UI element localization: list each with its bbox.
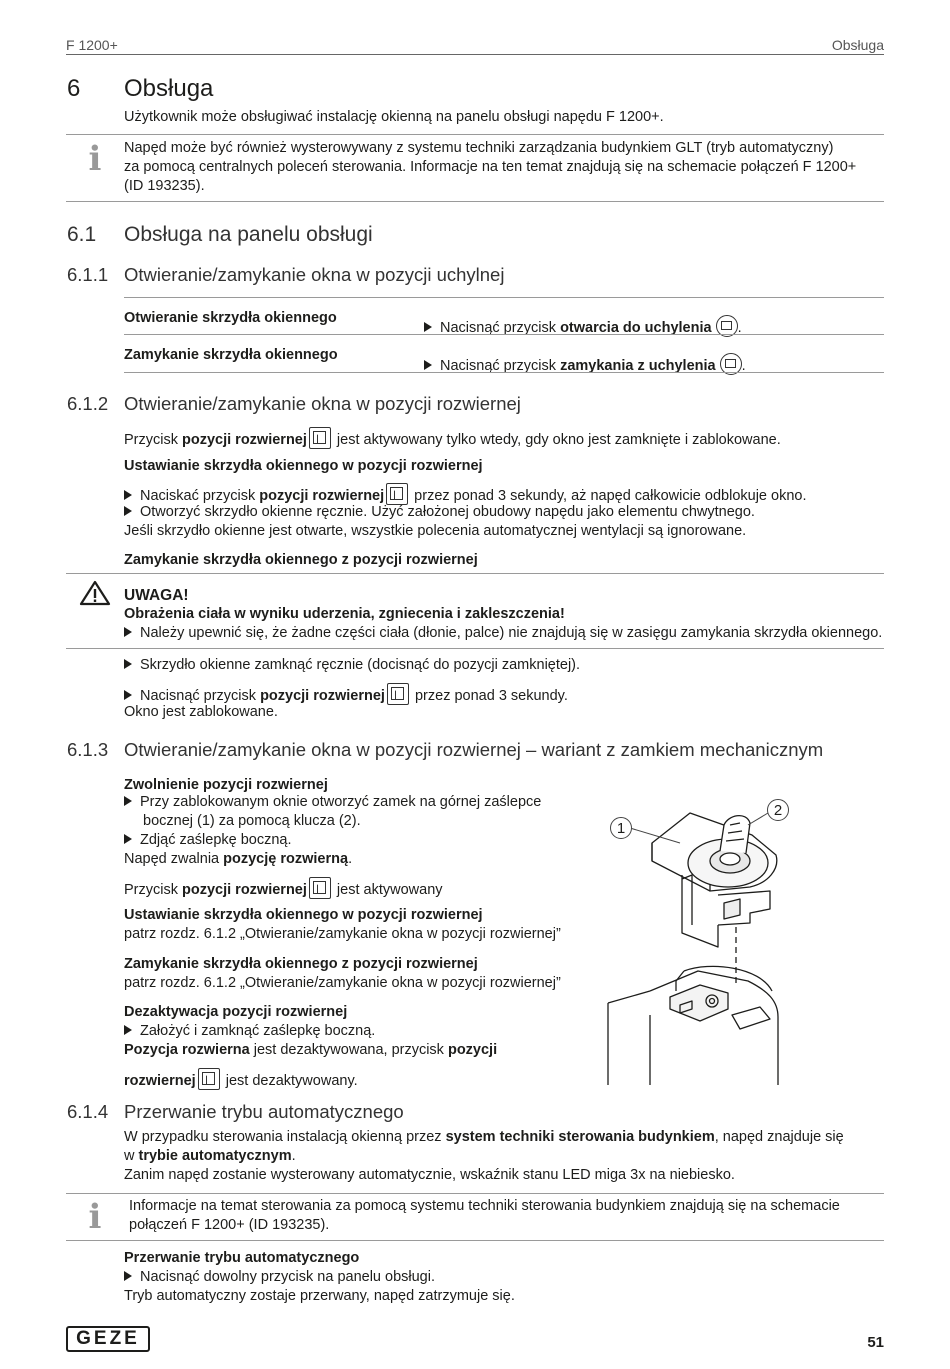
section-6-intro: Użytkownik może obsługiwać instalację okienną na panelu obsługi napędu F 1200+.: [124, 109, 664, 125]
bullet-arrow-icon: [124, 490, 132, 500]
bullet-arrow-icon: [124, 1025, 132, 1035]
bullet-arrow-icon: [124, 796, 132, 806]
page-number: 51: [867, 1334, 884, 1351]
tilt-close-label: Zamykanie skrzydła okiennego: [124, 347, 338, 363]
text: .: [291, 1148, 296, 1164]
text-bold: system techniki sterowania budynkiem: [445, 1129, 715, 1145]
table-rule: [124, 334, 884, 335]
s612-p2: Jeśli skrzydło okienne jest otwarte, wszystkie polecenia automatycznej wentylacji są ignorowane.: [124, 523, 747, 539]
swing-button-icon: [309, 427, 331, 449]
s614-p3: Zanim napęd zostanie wysterowany automatycznie, wskaźnik stanu LED miga 3x na niebiesko.: [124, 1167, 735, 1183]
text-bold: Pozycja rozwierna: [124, 1042, 250, 1058]
header-chapter: Obsługa: [831, 37, 884, 53]
s612-b3: [124, 656, 884, 675]
s612-h-set: Ustawianie skrzydła okiennego w pozycji rozwiernej: [124, 458, 483, 474]
info-icon: i: [88, 139, 102, 179]
s614-b1: [124, 1268, 884, 1287]
s612-h-close: Zamykanie skrzydła okiennego z pozycji rozwiernej: [124, 552, 478, 568]
s613-h-set: Ustawianie skrzydła okiennego w pozycji rozwiernej: [124, 907, 483, 923]
s613-h-release: Zwolnienie pozycji rozwiernej: [124, 777, 328, 793]
text: Przy zablokowanym oknie otworzyć zamek na górnej zaślepce: [140, 794, 542, 810]
s614-p1: [124, 1128, 884, 1147]
s614-info: [129, 1197, 884, 1235]
header-rule: [66, 54, 884, 55]
text: W przypadku sterowania instalacją okienną przez: [124, 1129, 446, 1145]
text: jest dezaktywowany.: [221, 1073, 358, 1089]
text: Nacisnąć przycisk: [440, 320, 561, 336]
text-bold: pozycji rozwiernej: [182, 432, 307, 448]
section-6-1-title: Obsługa na panelu obsługi: [124, 223, 373, 246]
text-bold: rozwiernej: [124, 1073, 196, 1089]
table-rule: [124, 297, 884, 298]
section-6-1-number: 6.1: [67, 223, 97, 246]
lock-cap-illustration: [600, 795, 800, 1087]
tilt-open-label: Otwieranie skrzydła okiennego: [124, 310, 337, 326]
text: przez ponad 3 sekundy, aż napęd całkowicie odblokuje okno.: [410, 488, 807, 504]
s613-b1b: bocznej (1) za pomocą klucza (2).: [143, 813, 361, 829]
text-bold: zamykania z uchylenia: [560, 358, 716, 374]
section-6-1-1-title: Otwieranie/zamykanie okna w pozycji uchylnej: [124, 264, 505, 285]
section-6-number: 6: [67, 75, 81, 102]
text: przez ponad 3 sekundy.: [410, 688, 568, 704]
s614-h-int: Przerwanie trybu automatycznego: [124, 1250, 360, 1266]
section-6-title: Obsługa: [124, 75, 214, 102]
bullet-arrow-icon: [124, 690, 132, 700]
section-6-1-4-number: 6.1.4: [67, 1101, 109, 1122]
s612-p1: [124, 427, 884, 450]
divider: [66, 573, 884, 574]
geze-logo: GEZE: [66, 1326, 150, 1352]
swing-button-icon: [386, 483, 408, 505]
section-6-1-2-number: 6.1.2: [67, 393, 109, 414]
text: Otworzyć skrzydło okienne ręcznie. Użyć założonej obudowy napędu jako elementu chwytnego.: [140, 504, 755, 520]
divider: [66, 201, 884, 202]
s613-ref2: patrz rozdz. 6.1.2 „Otwieranie/zamykanie okna w pozycji rozwiernej”: [124, 975, 561, 991]
text: w: [124, 1148, 139, 1164]
info-line: (ID 193235).: [124, 178, 205, 194]
text-bold: pozycji rozwiernej: [259, 488, 385, 504]
divider: [66, 1240, 884, 1241]
text-bold: pozycji rozwiernej: [260, 688, 385, 704]
divider: [66, 1193, 884, 1194]
figure-label-2: 2: [767, 799, 789, 821]
header-product: F 1200+: [66, 37, 118, 53]
text: .: [348, 851, 353, 867]
s613-h-close: Zamykanie skrzydła okiennego z pozycji rozwiernej: [124, 956, 478, 972]
info-line: Napęd może być również wysterowywany z systemu techniki zarządzania budynkiem GLT (tryb automatyczny): [124, 140, 834, 156]
text: Przycisk: [124, 882, 182, 898]
text-bold: pozycji rozwiernej: [182, 882, 307, 898]
bullet-arrow-icon: [124, 506, 132, 516]
text: Naciskać przycisk: [140, 488, 260, 504]
text-bold: trybie automatycznym: [138, 1148, 292, 1164]
bullet-arrow-icon: [424, 360, 432, 370]
bullet-arrow-icon: [124, 1271, 132, 1281]
text-bold: pozycję rozwierną: [223, 851, 349, 867]
section-6-info: [124, 139, 884, 196]
swing-button-icon: [387, 683, 409, 705]
info-icon: i: [88, 1197, 102, 1237]
text: Zdjąć zaślepkę boczną.: [140, 832, 292, 848]
text: Skrzydło okienne zamknąć ręcznie (docisnąć do pozycji zamkniętej).: [140, 657, 581, 673]
s614-p2: [124, 1147, 884, 1166]
text-bold: otwarcia do uchylenia: [560, 320, 712, 336]
s612-b2: [124, 503, 884, 522]
text: Przycisk: [124, 432, 182, 448]
bullet-arrow-icon: [124, 659, 132, 669]
warning-icon: [79, 580, 111, 606]
text: Należy upewnić się, że żadne części ciała (dłonie, palce) nie znajdują się w zasięgu zamykania skrzydła okiennego.: [140, 625, 883, 641]
text: Napęd zwalnia: [124, 851, 224, 867]
text: jest aktywowany: [332, 882, 443, 898]
info-line: Informacje na temat sterowania za pomocą systemu techniki sterowania budynkiem znajdują się na schemacie: [129, 1198, 840, 1214]
text-bold: pozycji: [447, 1042, 498, 1058]
section-6-1-3-title: Otwieranie/zamykanie okna w pozycji rozwiernej – wariant z zamkiem mechanicznym: [124, 739, 824, 760]
section-6-1-2-title: Otwieranie/zamykanie okna w pozycji rozwiernej: [124, 393, 521, 414]
swing-button-icon: [309, 877, 331, 899]
figure-label-1: 1: [610, 817, 632, 839]
text: jest aktywowany tylko wtedy, gdy okno jest zamknięte i zablokowane.: [332, 432, 781, 448]
warning-subtitle: Obrażenia ciała w wyniku uderzenia, zgniecenia i zakleszczenia!: [124, 606, 565, 622]
text: .: [737, 320, 742, 336]
text: .: [741, 358, 746, 374]
bullet-arrow-icon: [124, 627, 132, 637]
text: Nacisnąć przycisk: [140, 688, 261, 704]
info-line: za pomocą centralnych poleceń sterowania. Informacje na ten temat znajdują się na schemacie połączeń F 1200+: [124, 159, 857, 175]
bullet-arrow-icon: [424, 322, 432, 332]
warning-item: [124, 624, 930, 643]
s613-ref1: patrz rozdz. 6.1.2 „Otwieranie/zamykanie okna w pozycji rozwiernej”: [124, 926, 561, 942]
section-6-1-4-title: Przerwanie trybu automatycznego: [124, 1101, 404, 1122]
info-line: połączeń F 1200+ (ID 193235).: [129, 1217, 330, 1233]
text: , napęd znajduje się: [714, 1129, 844, 1145]
text: jest dezaktywowana, przycisk: [249, 1042, 448, 1058]
table-rule: [124, 372, 884, 373]
swing-button-icon: [198, 1068, 220, 1090]
text: Założyć i zamknąć zaślepkę boczną.: [140, 1023, 376, 1039]
s612-p3: Okno jest zablokowane.: [124, 704, 278, 720]
divider: [66, 648, 884, 649]
divider: [66, 134, 884, 135]
s613-h-deact: Dezaktywacja pozycji rozwiernej: [124, 1004, 348, 1020]
bullet-arrow-icon: [124, 834, 132, 844]
warning-title: UWAGA!: [124, 587, 189, 604]
section-6-1-3-number: 6.1.3: [67, 739, 109, 760]
text: Nacisnąć przycisk: [440, 358, 561, 374]
s614-p4: Tryb automatyczny zostaje przerwany, napęd zatrzymuje się.: [124, 1288, 515, 1304]
text: Nacisnąć dowolny przycisk na panelu obsługi.: [140, 1269, 435, 1285]
section-6-1-1-number: 6.1.1: [67, 264, 109, 285]
